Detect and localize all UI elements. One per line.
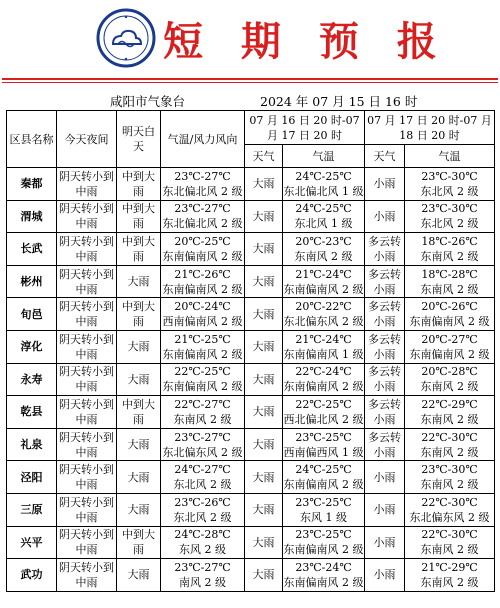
header-period-2: 07 月 17 日 20 时-07 月 18 日 20 时 bbox=[365, 111, 495, 145]
day2-temp-cell-temp: 22℃-25℃ bbox=[295, 397, 352, 411]
day2-temp-cell bbox=[283, 298, 365, 331]
day3-temp-cell-temp: 21℃-29℃ bbox=[421, 560, 478, 574]
day3-weather: 多云转小雨 bbox=[365, 396, 405, 429]
temp-wind-cell bbox=[161, 168, 245, 201]
day3-temp-cell-wind: 东南风 2 级 bbox=[420, 412, 479, 426]
tomorrow-weather: 中到大雨 bbox=[117, 298, 161, 331]
header-county: 区县名称 bbox=[7, 111, 57, 168]
table-row bbox=[7, 265, 495, 298]
temp-wind-cell-temp: 23℃-27℃ bbox=[174, 430, 231, 444]
tonight-weather: 阴天转小到中雨 bbox=[57, 363, 117, 396]
table-row bbox=[7, 428, 495, 461]
header-weather: 天气 bbox=[245, 145, 283, 168]
header-weather: 天气 bbox=[365, 145, 405, 168]
day3-temp-cell-wind: 东南偏南风 2 级 bbox=[409, 347, 490, 361]
day3-temp-cell bbox=[405, 168, 495, 201]
tonight-weather: 阴天转小到中雨 bbox=[57, 493, 117, 526]
county-name: 永寿 bbox=[7, 363, 57, 396]
day3-temp-cell-wind: 东南风 2 级 bbox=[420, 478, 479, 492]
day2-temp-cell-temp: 23℃-24℃ bbox=[295, 560, 352, 574]
day2-weather: 大雨 bbox=[245, 265, 283, 298]
day3-weather: 多云转小雨 bbox=[365, 233, 405, 266]
day3-temp-cell bbox=[405, 526, 495, 559]
day2-temp-cell-wind: 东风 1 级 bbox=[300, 510, 347, 524]
temp-wind-cell-wind: 东北风 2 级 bbox=[173, 510, 232, 524]
day2-temp-cell-wind: 东南偏南风 2 级 bbox=[283, 478, 364, 492]
day3-temp-cell-wind: 东南风 2 级 bbox=[420, 575, 479, 589]
county-name: 长武 bbox=[7, 233, 57, 266]
tomorrow-weather: 大雨 bbox=[117, 428, 161, 461]
county-name: 秦都 bbox=[7, 168, 57, 201]
temp-wind-cell bbox=[161, 363, 245, 396]
day2-weather: 大雨 bbox=[245, 559, 283, 592]
day3-temp-cell-wind: 东南风 2 级 bbox=[420, 249, 479, 263]
county-name: 兴平 bbox=[7, 526, 57, 559]
day2-weather: 大雨 bbox=[245, 363, 283, 396]
day3-weather: 多云转小雨 bbox=[365, 363, 405, 396]
temp-wind-cell-temp: 20℃-24℃ bbox=[174, 300, 231, 314]
day3-temp-cell bbox=[405, 233, 495, 266]
day2-temp-cell bbox=[283, 168, 365, 201]
day3-weather: 多云转小雨 bbox=[365, 265, 405, 298]
day2-temp-cell bbox=[283, 330, 365, 363]
day3-weather: 多云转小雨 bbox=[365, 330, 405, 363]
tomorrow-weather: 大雨 bbox=[117, 330, 161, 363]
temp-wind-cell bbox=[161, 233, 245, 266]
table-row bbox=[7, 461, 495, 494]
day2-weather: 大雨 bbox=[245, 526, 283, 559]
tonight-weather: 阴天转小到中雨 bbox=[57, 330, 117, 363]
temp-wind-cell-wind: 南风 2 级 bbox=[179, 575, 226, 589]
day2-weather: 大雨 bbox=[245, 168, 283, 201]
day3-temp-cell-wind: 东南风 2 级 bbox=[420, 543, 479, 557]
day2-weather: 大雨 bbox=[245, 330, 283, 363]
tonight-weather: 阴天转小到中雨 bbox=[57, 526, 117, 559]
day2-weather: 大雨 bbox=[245, 200, 283, 233]
temp-wind-cell-wind: 东北偏北风 2 级 bbox=[162, 217, 243, 231]
county-name: 彬州 bbox=[7, 265, 57, 298]
tomorrow-weather: 中到大雨 bbox=[117, 200, 161, 233]
day2-temp-cell bbox=[283, 265, 365, 298]
day2-temp-cell bbox=[283, 396, 365, 429]
temp-wind-cell bbox=[161, 396, 245, 429]
day2-temp-cell-wind: 东南偏南风 2 级 bbox=[283, 380, 364, 394]
day3-weather: 多云转小雨 bbox=[365, 298, 405, 331]
tomorrow-weather: 中到大雨 bbox=[117, 526, 161, 559]
day3-temp-cell bbox=[405, 200, 495, 233]
temp-wind-cell-temp: 21℃-26℃ bbox=[174, 267, 231, 281]
table-row bbox=[7, 168, 495, 201]
temp-wind-cell-wind: 东南偏南风 2 级 bbox=[162, 249, 243, 263]
day3-temp-cell-wind: 东南风 2 级 bbox=[420, 445, 479, 459]
day2-temp-cell-wind: 东南偏南风 2 级 bbox=[283, 575, 364, 589]
temp-wind-cell-temp: 24℃-27℃ bbox=[174, 463, 231, 477]
day2-temp-cell-wind: 西北偏北风 2 级 bbox=[283, 412, 364, 426]
table-row bbox=[7, 396, 495, 429]
day3-temp-cell-temp: 22℃-30℃ bbox=[421, 495, 478, 509]
day3-temp-cell-temp: 23℃-30℃ bbox=[421, 202, 478, 216]
temp-wind-cell-temp: 23℃-27℃ bbox=[174, 560, 231, 574]
temp-wind-cell-wind: 东南偏南风 2 级 bbox=[162, 282, 243, 296]
table-row bbox=[7, 200, 495, 233]
day3-temp-cell-wind: 东北风 2 级 bbox=[420, 184, 479, 198]
header-temp-wind: 气温/风力风向 bbox=[161, 111, 245, 168]
temp-wind-cell-temp: 21℃-25℃ bbox=[174, 332, 231, 346]
tonight-weather: 阴天转小到中雨 bbox=[57, 396, 117, 429]
day2-temp-cell bbox=[283, 526, 365, 559]
header-tomorrow-day: 明天白天 bbox=[117, 111, 161, 168]
day2-temp-cell-wind: 东南偏南风 1 级 bbox=[283, 347, 364, 361]
tomorrow-weather: 大雨 bbox=[117, 559, 161, 592]
day2-temp-cell-wind: 西南偏西风 1 级 bbox=[283, 445, 364, 459]
header-period-1: 07 月 16 日 20 时-07 月 17 日 20 时 bbox=[245, 111, 365, 145]
day3-temp-cell-temp: 22℃-30℃ bbox=[421, 430, 478, 444]
header bbox=[0, 0, 500, 109]
day2-temp-cell-temp: 21℃-24℃ bbox=[295, 267, 352, 281]
day2-temp-cell-temp: 24℃-25℃ bbox=[295, 169, 352, 183]
day2-temp-cell-wind: 东南风 2 级 bbox=[294, 249, 353, 263]
day2-temp-cell-wind: 东北风 1 级 bbox=[294, 217, 353, 231]
temp-wind-cell-wind: 东北偏北风 2 级 bbox=[162, 184, 243, 198]
day2-temp-cell bbox=[283, 233, 365, 266]
day2-weather: 大雨 bbox=[245, 396, 283, 429]
day3-weather: 多云转小雨 bbox=[365, 428, 405, 461]
day3-temp-cell bbox=[405, 428, 495, 461]
temp-wind-cell-wind: 东风 2 级 bbox=[179, 543, 226, 557]
temp-wind-cell-wind: 东南偏南风 2 级 bbox=[162, 347, 243, 361]
day2-weather: 大雨 bbox=[245, 461, 283, 494]
day2-temp-cell bbox=[283, 200, 365, 233]
temp-wind-cell-wind: 东北偏东风 2 级 bbox=[162, 445, 243, 459]
county-name: 武功 bbox=[7, 559, 57, 592]
header-temp: 气温 bbox=[283, 145, 365, 168]
day3-temp-cell bbox=[405, 461, 495, 494]
day3-temp-cell bbox=[405, 330, 495, 363]
temp-wind-cell-temp: 22℃-27℃ bbox=[174, 397, 231, 411]
county-name: 泾阳 bbox=[7, 461, 57, 494]
day2-temp-cell-temp: 20℃-23℃ bbox=[295, 234, 352, 248]
day2-weather: 大雨 bbox=[245, 298, 283, 331]
tonight-weather: 阴天转小到中雨 bbox=[57, 428, 117, 461]
day3-weather: 小雨 bbox=[365, 559, 405, 592]
table-row bbox=[7, 330, 495, 363]
temp-wind-cell-wind: 东南偏南风 2 级 bbox=[162, 380, 243, 394]
day2-temp-cell-wind: 东北偏东风 2 级 bbox=[283, 315, 364, 329]
day2-weather: 大雨 bbox=[245, 493, 283, 526]
temp-wind-cell-wind: 西南偏南风 2 级 bbox=[162, 315, 243, 329]
day3-weather: 小雨 bbox=[365, 526, 405, 559]
day2-temp-cell-temp: 23℃-25℃ bbox=[295, 528, 352, 542]
day3-temp-cell-temp: 18℃-26℃ bbox=[421, 234, 478, 248]
day3-temp-cell-wind: 东南偏南风 2 级 bbox=[409, 315, 490, 329]
county-name: 淳化 bbox=[7, 330, 57, 363]
day3-temp-cell-wind: 东南风 2 级 bbox=[420, 282, 479, 296]
day3-temp-cell-temp: 20℃-27℃ bbox=[421, 332, 478, 346]
temp-wind-cell-temp: 23℃-27℃ bbox=[174, 169, 231, 183]
temp-wind-cell bbox=[161, 526, 245, 559]
day2-temp-cell-wind: 东南偏南风 2 级 bbox=[283, 282, 364, 296]
header-temp: 气温 bbox=[405, 145, 495, 168]
county-name: 礼泉 bbox=[7, 428, 57, 461]
day3-temp-cell-temp: 18℃-28℃ bbox=[421, 267, 478, 281]
temp-wind-cell bbox=[161, 428, 245, 461]
day3-temp-cell bbox=[405, 265, 495, 298]
county-name: 旬邑 bbox=[7, 298, 57, 331]
meteorological-logo-icon bbox=[96, 8, 156, 68]
header-tonight: 今天夜间 bbox=[57, 111, 117, 168]
county-name: 渭城 bbox=[7, 200, 57, 233]
tomorrow-weather: 中到大雨 bbox=[117, 233, 161, 266]
page-title: 短 期 预 报 bbox=[163, 18, 449, 65]
day3-weather: 小雨 bbox=[365, 493, 405, 526]
day2-weather: 大雨 bbox=[245, 428, 283, 461]
county-name: 三原 bbox=[7, 493, 57, 526]
day3-temp-cell bbox=[405, 559, 495, 592]
tonight-weather: 阴天转小到中雨 bbox=[57, 559, 117, 592]
day2-weather: 大雨 bbox=[245, 233, 283, 266]
day3-temp-cell bbox=[405, 493, 495, 526]
day3-temp-cell-temp: 23℃-30℃ bbox=[421, 463, 478, 477]
temp-wind-cell-wind: 东南风 2 级 bbox=[173, 412, 232, 426]
title-divider-thin bbox=[2, 82, 498, 83]
day2-temp-cell-temp: 24℃-25℃ bbox=[295, 202, 352, 216]
temp-wind-cell-temp: 22℃-25℃ bbox=[174, 365, 231, 379]
day3-temp-cell-temp: 20℃-28℃ bbox=[421, 365, 478, 379]
issue-time: 2024 年 07 月 15 日 16 时 bbox=[260, 94, 418, 109]
tonight-weather: 阴天转小到中雨 bbox=[57, 233, 117, 266]
day2-temp-cell bbox=[283, 363, 365, 396]
forecast-table bbox=[6, 110, 495, 592]
tomorrow-weather: 大雨 bbox=[117, 265, 161, 298]
tomorrow-weather: 大雨 bbox=[117, 363, 161, 396]
day3-temp-cell-temp: 20℃-26℃ bbox=[421, 300, 478, 314]
issuer: 咸阳市气象台 bbox=[110, 94, 186, 109]
day2-temp-cell-temp: 22℃-24℃ bbox=[295, 365, 352, 379]
tonight-weather: 阴天转小到中雨 bbox=[57, 298, 117, 331]
tonight-weather: 阴天转小到中雨 bbox=[57, 168, 117, 201]
temp-wind-cell-temp: 24℃-28℃ bbox=[174, 528, 231, 542]
tomorrow-weather: 大雨 bbox=[117, 461, 161, 494]
table-row bbox=[7, 298, 495, 331]
day3-temp-cell-wind: 东北风 2 级 bbox=[420, 217, 479, 231]
table-row bbox=[7, 363, 495, 396]
day3-weather: 小雨 bbox=[365, 461, 405, 494]
day3-temp-cell-temp: 22℃-29℃ bbox=[421, 397, 478, 411]
table-row bbox=[7, 559, 495, 592]
day3-temp-cell bbox=[405, 363, 495, 396]
day3-temp-cell-temp: 23℃-30℃ bbox=[421, 169, 478, 183]
tomorrow-weather: 中到大雨 bbox=[117, 168, 161, 201]
day2-temp-cell bbox=[283, 428, 365, 461]
tonight-weather: 阴天转小到中雨 bbox=[57, 461, 117, 494]
table-row bbox=[7, 233, 495, 266]
table-row bbox=[7, 493, 495, 526]
day2-temp-cell-temp: 24℃-25℃ bbox=[295, 463, 352, 477]
day3-temp-cell bbox=[405, 298, 495, 331]
day2-temp-cell-temp: 23℃-25℃ bbox=[295, 495, 352, 509]
day3-temp-cell bbox=[405, 396, 495, 429]
temp-wind-cell bbox=[161, 265, 245, 298]
day2-temp-cell-temp: 21℃-24℃ bbox=[295, 332, 352, 346]
temp-wind-cell-temp: 23℃-26℃ bbox=[174, 495, 231, 509]
temp-wind-cell-temp: 23℃-27℃ bbox=[174, 202, 231, 216]
temp-wind-cell bbox=[161, 461, 245, 494]
day2-temp-cell-temp: 20℃-22℃ bbox=[295, 300, 352, 314]
day2-temp-cell bbox=[283, 493, 365, 526]
county-name: 乾县 bbox=[7, 396, 57, 429]
day2-temp-cell-temp: 23℃-25℃ bbox=[295, 430, 352, 444]
temp-wind-cell bbox=[161, 200, 245, 233]
day2-temp-cell-wind: 东北偏北风 1 级 bbox=[283, 184, 364, 198]
temp-wind-cell bbox=[161, 330, 245, 363]
temp-wind-cell bbox=[161, 493, 245, 526]
day2-temp-cell-wind: 东南偏南风 2 级 bbox=[283, 543, 364, 557]
temp-wind-cell-wind: 东北风 2 级 bbox=[173, 478, 232, 492]
day3-weather: 小雨 bbox=[365, 168, 405, 201]
day3-weather: 小雨 bbox=[365, 200, 405, 233]
title-divider bbox=[2, 78, 498, 80]
tomorrow-weather: 中到大雨 bbox=[117, 396, 161, 429]
table-row bbox=[7, 526, 495, 559]
day2-temp-cell bbox=[283, 559, 365, 592]
tomorrow-weather: 大雨 bbox=[117, 493, 161, 526]
day3-temp-cell-wind: 东南风 2 级 bbox=[420, 380, 479, 394]
temp-wind-cell bbox=[161, 559, 245, 592]
temp-wind-cell-temp: 20℃-25℃ bbox=[174, 234, 231, 248]
day3-temp-cell-wind: 东北偏东风 2 级 bbox=[409, 510, 490, 524]
tonight-weather: 阴天转小到中雨 bbox=[57, 200, 117, 233]
temp-wind-cell bbox=[161, 298, 245, 331]
tonight-weather: 阴天转小到中雨 bbox=[57, 265, 117, 298]
day2-temp-cell bbox=[283, 461, 365, 494]
day3-temp-cell-temp: 22℃-30℃ bbox=[421, 528, 478, 542]
